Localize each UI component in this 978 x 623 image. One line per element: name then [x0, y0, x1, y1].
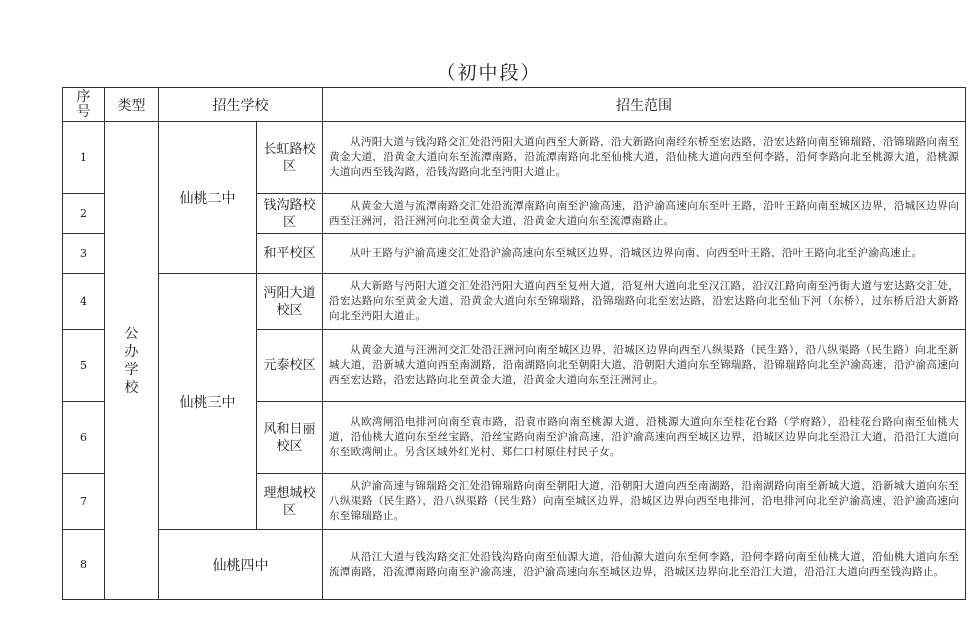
row-number: 4 [63, 274, 105, 330]
row-number: 1 [63, 122, 105, 194]
enrollment-range: 从欧湾闸沿电排河向南至袁市路，沿袁市路向南至桃源大道，沿桃源大道向东至桂花台路（学府路），沿桂花台路向南至仙桃大道，沿仙桃大道向东至丝宝路，沿丝宝路向南至沪渝高速，沿沪渝高速向西至城区边界，沿城区边界向北至沿江大道，沿沿江大道向东至欧湾闸止。另含区域外红光村、郑仁口村原住村民子女。 [323, 402, 966, 474]
header-row [63, 88, 966, 122]
row-number: 8 [63, 530, 105, 600]
campus-name: 钱沟路校区 [257, 194, 323, 234]
row-number: 3 [63, 234, 105, 274]
table-row [63, 122, 966, 194]
row-number: 7 [63, 474, 105, 530]
enrollment-range: 从沔阳大道与钱沟路交汇处沿沔阳大道向西至大新路，沿大新路向南经东桥至宏达路，沿宏达路向南至锦瑞路，沿锦瑞路向南至黄金大道，沿黄金大道向东至流潭南路，沿流潭南路向北至仙桃大道，沿仙桃大道向西至何李路，沿何李路向北至桃源大道，沿桃源大道向西至钱沟路，沿钱沟路向北至沔阳大道止。 [323, 122, 966, 194]
enrollment-range: 从黄金大道与汪洲河交汇处沿汪洲河向南至城区边界，沿城区边界向西至八纵渠路（民生路），沿八纵渠路（民生路）向北至新城大道，沿新城大道向西至南湖路，沿南湖路向北至朝阳大道，沿朝阳大道向东至锦瑞路，沿锦瑞路向北至沪渝高速，沿沪渝高速向西至宏达路，沿宏达路向北至黄金大道，沿黄金大道向东至汪洲河止。 [323, 330, 966, 402]
school-name: 仙桃二中 [159, 122, 257, 274]
table-row [63, 530, 966, 600]
enrollment-range: 从大新路与沔阳大道交汇处沿沔阳大道向西至复州大道，沿复州大道向北至汉江路，沿汉江路向南至沔街大道与宏达路交汇处，沿宏达路向东至黄金大道，沿黄金大道向东至锦瑞路，沿锦瑞路向北至宏达路，沿宏达路向北至仙下河（东桥），过东桥后沿大新路向北至沔阳大道止。 [323, 274, 966, 330]
row-number: 6 [63, 402, 105, 474]
campus-name: 风和日丽校区 [257, 402, 323, 474]
school-name: 仙桃三中 [159, 274, 257, 530]
enrollment-table [62, 87, 966, 600]
school-type: 公办学校 [105, 122, 159, 600]
header-school: 招生学校 [159, 88, 323, 122]
campus-name: 元泰校区 [257, 330, 323, 402]
enrollment-range: 从黄金大道与流潭南路交汇处沿流潭南路向南至沪渝高速，沿沪渝高速向东至叶王路，沿叶王路向南至城区边界，沿城区边界向西至汪洲河，沿汪洲河向北至黄金大道，沿黄金大道向东至流潭南路止。 [323, 194, 966, 234]
campus-name: 沔阳大道校区 [257, 274, 323, 330]
campus-name: 长虹路校区 [257, 122, 323, 194]
school-name: 仙桃四中 [159, 530, 323, 600]
enrollment-range: 从沪渝高速与锦瑞路交汇处沿锦瑞路向南至朝阳大道，沿朝阳大道向西至南湖路，沿南湖路向南至新城大道，沿新城大道向东至八纵渠路（民生路），沿八纵渠路（民生路）向南至城区边界，沿城区边界向西至电排河，沿电排河向北至沪渝高速，沿沪渝高速向东至锦瑞路止。 [323, 474, 966, 530]
campus-name: 和平校区 [257, 234, 323, 274]
enrollment-range: 从叶王路与沪渝高速交汇处沿沪渝高速向东至城区边界，沿城区边界向南、向西至叶王路，沿叶王路向北至沪渝高速止。 [323, 234, 966, 274]
header-no: 序号 [63, 88, 105, 122]
header-range: 招生范围 [323, 88, 966, 122]
table-row [63, 274, 966, 330]
row-number: 5 [63, 330, 105, 402]
campus-name: 理想城校区 [257, 474, 323, 530]
row-number: 2 [63, 194, 105, 234]
page-title: （初中段） [436, 62, 542, 84]
header-type: 类型 [105, 88, 159, 122]
enrollment-range: 从沿江大道与钱沟路交汇处沿钱沟路向南至仙源大道，沿仙源大道向东至何李路，沿何李路向南至仙桃大道，沿仙桃大道向东至流潭南路，沿流潭南路向南至沪渝高速，沿沪渝高速向东至城区边界，沿城区边界向北至沿江大道，沿沿江大道向西至钱沟路止。 [323, 530, 966, 600]
